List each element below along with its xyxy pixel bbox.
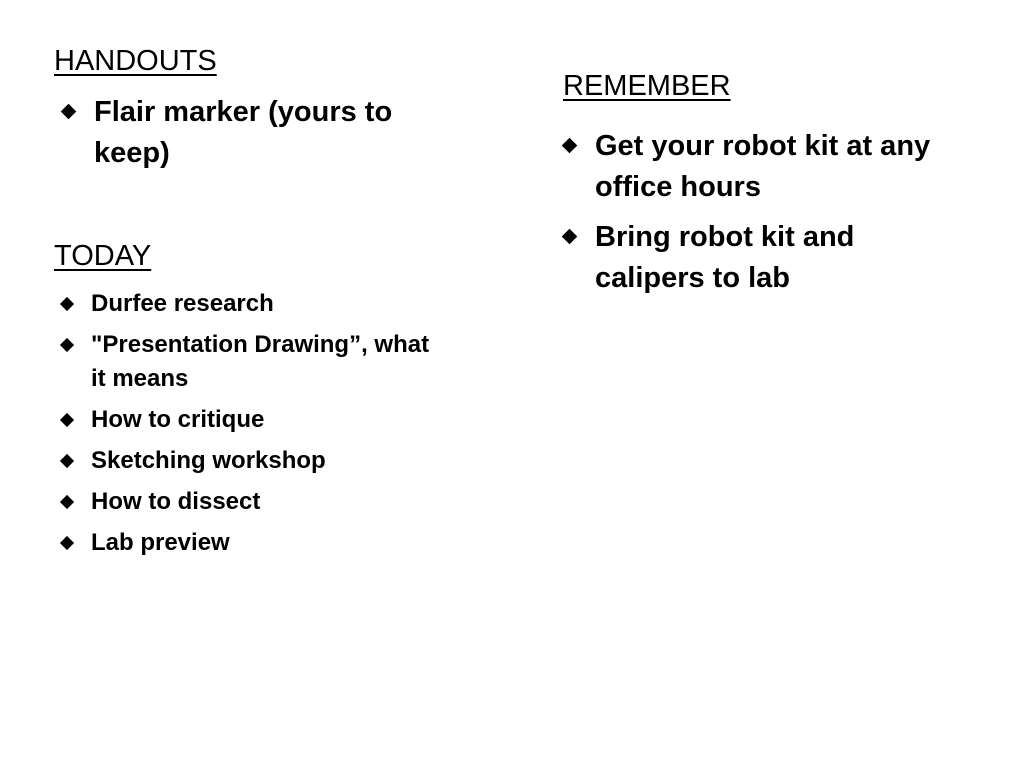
- list-item-text: Sketching workshop: [91, 447, 326, 474]
- list-item: [54, 287, 434, 321]
- diamond-bullet-icon: [562, 229, 578, 245]
- diamond-bullet-icon: [60, 454, 74, 468]
- list-item: [54, 526, 434, 560]
- list-item: [54, 403, 434, 437]
- list-item-text: Flair marker (yours to keep): [94, 96, 393, 169]
- list-item-text: Durfee research: [91, 290, 274, 317]
- list-item: [54, 92, 424, 174]
- list-item: [555, 126, 955, 208]
- today-heading: TODAY: [54, 240, 152, 272]
- diamond-bullet-icon: [60, 413, 74, 427]
- diamond-bullet-icon: [60, 536, 74, 550]
- list-item: [555, 217, 955, 299]
- diamond-bullet-icon: [60, 495, 74, 509]
- list-item: [54, 328, 434, 396]
- list-item-text: How to critique: [91, 406, 265, 433]
- handouts-list: [54, 92, 424, 183]
- diamond-bullet-icon: [60, 338, 74, 352]
- list-item-text: Get your robot kit at any office hours: [595, 130, 931, 203]
- diamond-bullet-icon: [61, 104, 77, 120]
- list-item-text: How to dissect: [91, 488, 261, 515]
- list-item: [54, 444, 434, 478]
- list-item-text: "Presentation Drawing”, what it means: [91, 331, 430, 392]
- handouts-heading: HANDOUTS: [54, 45, 217, 77]
- list-item: [54, 485, 434, 519]
- list-item-text: Lab preview: [91, 529, 230, 556]
- diamond-bullet-icon: [562, 138, 578, 154]
- remember-heading: REMEMBER: [563, 70, 731, 102]
- list-item-text: Bring robot kit and calipers to lab: [595, 221, 855, 294]
- today-list: [54, 287, 434, 567]
- diamond-bullet-icon: [60, 297, 74, 311]
- remember-list: [555, 126, 955, 308]
